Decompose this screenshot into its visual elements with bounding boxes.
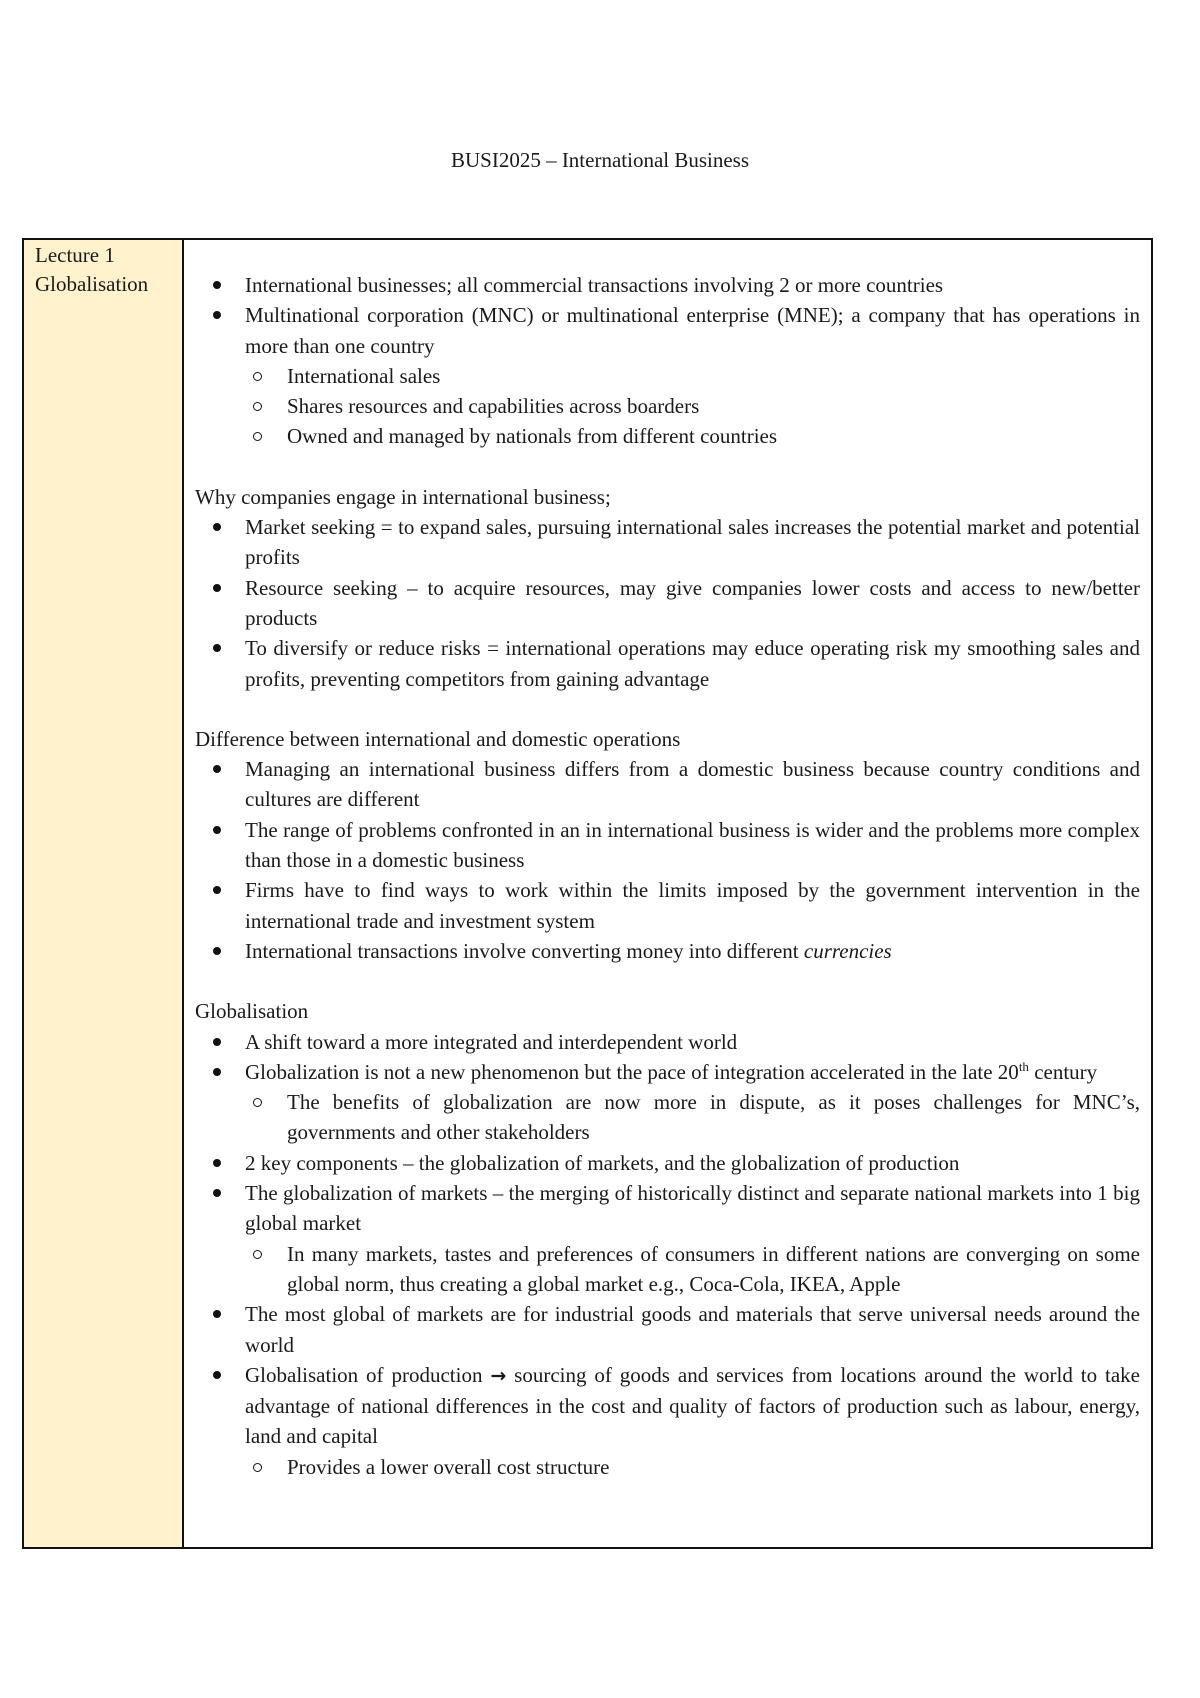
globalisation-list (195, 1027, 1140, 1482)
list-item (195, 1360, 1140, 1452)
lecture-number: Lecture 1 (35, 243, 115, 267)
sub-list-item: International sales (195, 361, 1140, 391)
sub-list-item: Shares resources and capabilities across boarders (195, 391, 1140, 421)
lecture-topic: Globalisation (35, 272, 149, 296)
list-item: The range of problems confronted in an in international business is wider and the problems more complex than those in a domestic business (195, 815, 1140, 876)
list-item: The most global of markets are for industrial goods and materials that serve universal needs around the world (195, 1299, 1140, 1360)
superscript: th (1018, 1058, 1029, 1074)
list-item: The globalization of markets – the merging of historically distinct and separate national markets into 1 big global market (195, 1178, 1140, 1239)
sub-list-item: Owned and managed by nationals from different countries (195, 421, 1140, 451)
list-item-text: International transactions involve converting money into different (245, 938, 804, 963)
list-item-text: Globalisation of production (245, 1362, 491, 1387)
list-item-text: sourcing of goods and services from locations around the world to take advantage of national differences in the cost and quality of factors of production such as labour, energy, land and capital (245, 1362, 1140, 1449)
lecture-notes-table (22, 238, 1153, 1549)
lecture-label-cell (24, 240, 184, 1547)
sub-list-item: Provides a lower overall cost structure (195, 1452, 1140, 1482)
arrow-right-icon: → (490, 1364, 507, 1387)
list-item: Managing an international business differs from a domestic business because country conditions and cultures are different (195, 754, 1140, 815)
sub-list-item: In many markets, tastes and preferences of consumers in different nations are converging on some global norm, thus creating a global market e.g., Coca-Cola, IKEA, Apple (195, 1239, 1140, 1300)
list-item: A shift toward a more integrated and interdependent world (195, 1027, 1140, 1057)
list-item-text: century (1028, 1059, 1098, 1084)
document-title: BUSI2025 – International Business (450, 148, 750, 172)
list-item (195, 1057, 1140, 1087)
list-item: Market seeking = to expand sales, pursuing international sales increases the potential market and potential profits (195, 512, 1140, 573)
reasons-list (195, 512, 1140, 694)
differences-list (195, 754, 1140, 966)
sub-list-item: The benefits of globalization are now more in dispute, as it poses challenges for MNC’s, governments and other stakeholders (195, 1087, 1140, 1148)
list-item: 2 key components – the globalization of markets, and the globalization of production (195, 1148, 1140, 1178)
list-item: Firms have to find ways to work within the limits imposed by the government intervention in the international trade and investment system (195, 875, 1140, 936)
list-item: International businesses; all commercial transactions involving 2 or more countries (195, 270, 1140, 300)
section-heading: Why companies engage in international business; (195, 484, 611, 509)
section-heading: Globalisation (195, 999, 309, 1024)
section-heading: Difference between international and domestic operations (195, 726, 681, 751)
list-item: Multinational corporation (MNC) or multinational enterprise (MNE); a company that has operations in more than one country (195, 300, 1140, 361)
list-item: To diversify or reduce risks = international operations may educe operating risk my smoothing sales and profits, preventing competitors from gaining advantage (195, 633, 1140, 694)
list-item-text: Globalization is not a new phenomenon but the pace of integration accelerated in the late 20 (245, 1059, 1019, 1084)
list-item (195, 936, 1140, 966)
list-item: Resource seeking – to acquire resources, may give companies lower costs and access to new/better products (195, 573, 1140, 634)
definitions-list (195, 270, 1140, 452)
lecture-content-cell (184, 240, 1151, 1547)
italic-term: currencies (803, 938, 892, 963)
